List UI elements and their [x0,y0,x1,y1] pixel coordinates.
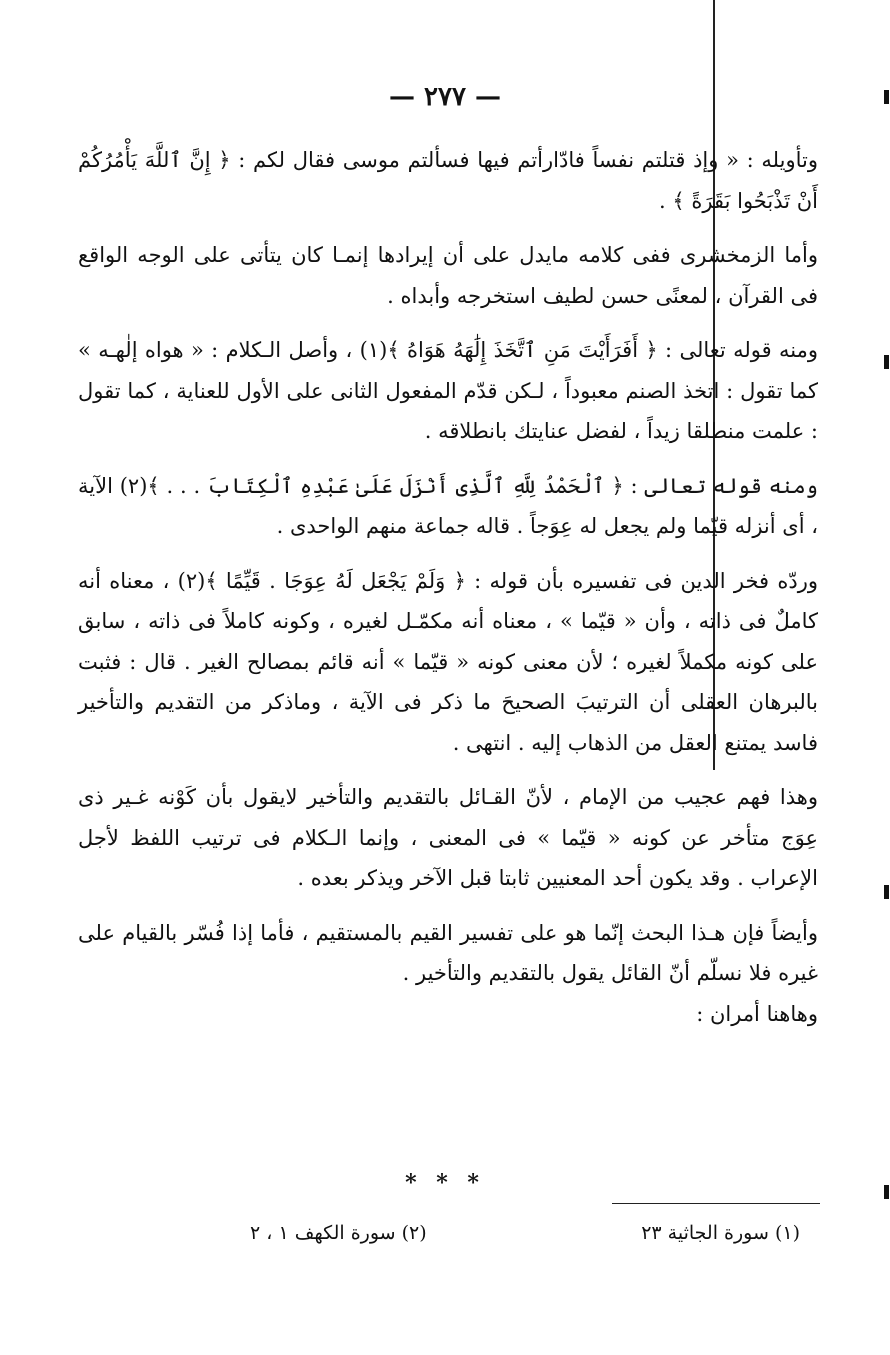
page-number: — ٢٧٧ — [388,82,502,112]
body-text [78,140,818,1048]
paragraph-1: وتأويله : « وإذ قتلتم نفساً فادّارأتم فيها فسألتم موسى فقال لكم : ﴿ إِنَّ ٱللَّهَ يَأْمُرُكُمْ أَنْ تَذْبَحُوا بَقَرَةً ﴾ . [78,148,818,213]
scan-edge-mark [884,355,889,369]
paragraph-4: ومنه قوله تعالى : ﴿ ٱلْحَمْدُ لِلَّهِ ٱلَّذِى أَنْزَلَ عَلَىٰ عَبْدِهِ ٱلْكِتَابَ . . . ﴾(٢) الآية ، أى أنزله قيّما ولم يجعل له عِوَجاً . قاله جماعة منهم الواحدى . [78,473,818,538]
section-divider: * * * [405,1170,485,1196]
paragraph-8: وهاهنا أمران : [696,1001,818,1026]
paragraph-5: وردّه فخر الدين فى تفسيره بأن قوله : ﴿ وَلَمْ يَجْعَل لَهُ عِوَجَا . قَيِّمًا ﴾(٢) ، معناه أنه كاملٌ فى ذاته ، وأن « قيّما » ، معناه أنه مكمّـل لغيره ، وكونه كاملاً فى ذاته ، سابق على كونه مكملاً لغيره ؛ لأن معنى كونه « قيّما » أنه قائم بمصالح الغير . قال : فثبت بالبرهان العقلى أن الترتيبَ الصحيحَ ما ذكر فى الآية ، وماذكر من التقديم والتأخير فاسد يمتنع العقل من الذهاب إليه . انتهى . [78,568,818,755]
footnote-2: (٢) سورة الكهف ١ ، ٢ [250,1222,427,1244]
paragraph-2: وأما الزمخشرى ففى كلامه مايدل على أن إيرادها إنمـا كان يتأتى على الوجه الواقع فى القرآن ، لمعنًى حسن لطيف استخرجه وأبداه . [78,243,818,308]
paragraph-7: وأيضاً فإن هـذا البحث إنّما هو على تفسير القيم بالمستقيم ، فأما إذا فُسّر بالقيام على غيره فلا نسلّم أنّ القائل يقول بالتقديم والتأخير . [78,920,818,985]
paragraph-3: ومنه قوله تعالى : ﴿ أَفَرَأَيْتَ مَنِ ٱتَّخَذَ إِلَٰهَهُ هَوَاهُ ﴾(١) ، وأصل الـكلام : « هواه إلٰهـه » كما تقول : اتخذ الصنم معبوداً ، لـكن قدّم المفعول الثانى على الأول للعناية ، كما تقول : علمت منطلقا زيداً ، لفضل عنايتك بانطلاقه . [78,338,818,443]
footnote-rule [612,1203,820,1204]
scan-edge-mark [884,885,889,899]
footnote-1: (١) سورة الجاثية ٢٣ [641,1222,800,1244]
footnotes [250,1218,800,1248]
paragraph-6: وهذا فهم عجيب من الإمام ، لأنّ القـائل بالتقديم والتأخير لايقول بأن كَوْنه غـير ذى عِوَج متأخر عن كونه « قيّما » فى المعنى ، وإنما الـكلام فى ترتيب اللفظ لأجل الإعراب . وقد يكون أحد المعنيين ثابتا قبل الآخر ويذكر بعده . [78,785,818,890]
